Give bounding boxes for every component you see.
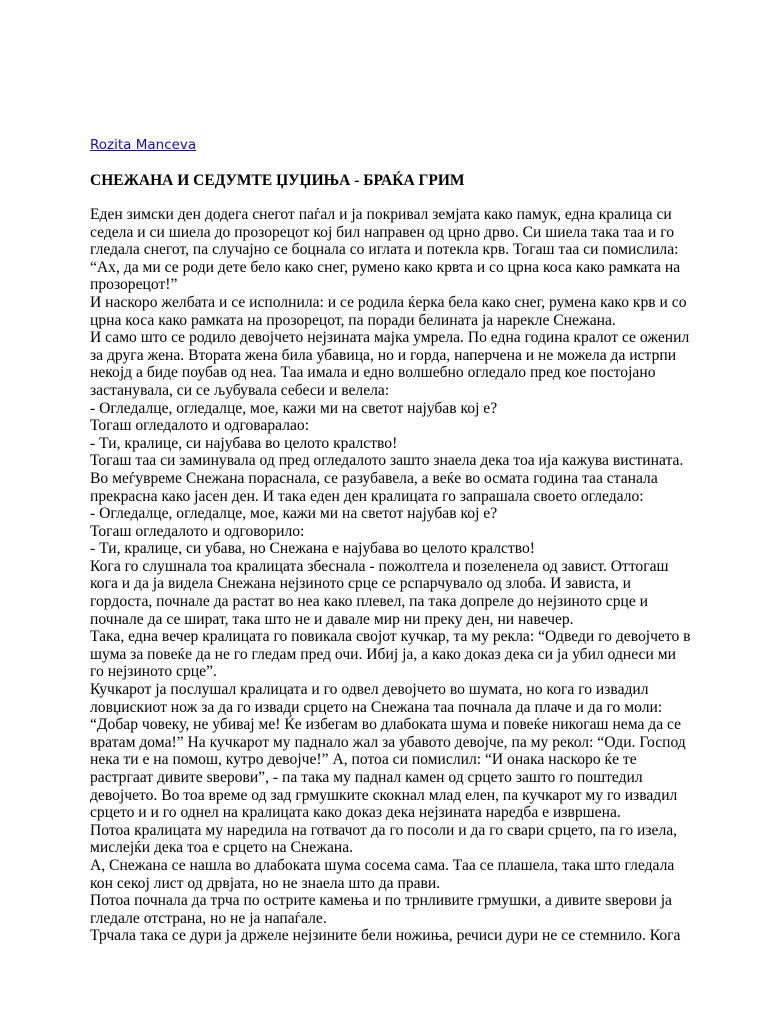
- story-line: Потоа почнала да трча по острите камења и по трнливите грмушки, а дивите ѕверови ја: [90, 892, 672, 910]
- story-line: - Ти, кралице, си најубава во целото кралство!: [90, 434, 398, 452]
- story-line: Тогаш огледалото и одговаралао:: [90, 417, 310, 435]
- story-line: Така, една вечер кралицата го повикала својот кучкар, та му рекла: “Одведи го девојчето в: [90, 628, 691, 646]
- document-page: [90, 136, 690, 945]
- story-line: прекрасна како јасен ден. И така еден ден кралицата го запрашала своето огледало:: [90, 487, 644, 505]
- story-line: “Ах, да ми се роди дете бело како снег, румено како крвта и со црна коса како рамката на: [90, 258, 681, 276]
- story-line: за друга жена. Втората жена била убавица, но и горда, наперчена и не можела да истрпи: [90, 346, 677, 364]
- story-line: ловџискиот нож за да го извади срцето на Снежана таа почнала да плаче и да го моли:: [90, 698, 663, 716]
- story-line: А, Снежана се нашла во длабоката шума сосема сама. Таа се плашела, така што гледала: [90, 856, 675, 874]
- story-line: го нејзиното срце”.: [90, 663, 217, 681]
- story-line: прозорецот!”: [90, 276, 178, 294]
- story-title: СНЕЖАНА И СЕДУМТЕ ЏУЏИЊА - БРАЌА ГРИМ: [90, 172, 465, 189]
- story-line: кон секој лист од дрвјата, но не знаела што да прави.: [90, 874, 441, 892]
- story-line: Потоа кралицата му наредила на готвачот да го посоли и да го свари срцето, па го изела,: [90, 821, 678, 839]
- story-line: - Ти, кралице, си убава, но Снежана е најубава во целото кралство!: [90, 540, 535, 558]
- story-line: И наскоро желбата и се исполнила: и се родила ќерка бела како снег, румена како крв и со: [90, 293, 687, 311]
- story-line: Еден зимски ден додега снегот паѓал и ја покривал земјата како памук, една кралица си: [90, 206, 672, 223]
- story-line: Кога го слушнала тоа кралицата збеснала - пожолтела и позеленела од завист. Оттогаш: [90, 557, 669, 575]
- story-line: Трчала така се дури ја држеле нејзините бели ножиња, речиси дури не се стемнило. Кога: [90, 927, 681, 945]
- story-line: гледале отстрана, но не ја напаѓале.: [90, 909, 327, 927]
- story-line: - Огледалце, огледалце, мое, кажи ми на светот најубав кој е?: [90, 399, 498, 417]
- story-line: црна коса како рамката на прозорецот, па поради белината ја нарекле Снежана.: [90, 311, 616, 329]
- story-line: мислејќи дека тоа е срцето на Снежана.: [90, 839, 354, 857]
- story-line: шума за повеќе да не го гледам пред очи. Ибиј ја, а како доказ дека си ја убил однеси ми: [90, 645, 676, 663]
- story-line: Тогаш огледалото и одговорило:: [90, 522, 305, 540]
- story-line: Тогаш таа си заминувала од пред огледалото зашто знаела дека тоа ија кажува вистината.: [90, 452, 684, 470]
- story-line: Во меѓувреме Снежана пораснала, се разубавела, а веќе во осмата година таа станала: [90, 469, 658, 487]
- story-line: нека ти е на помош, кутро девојче!” А, потоа си помислил: “И онака наскоро ќе те: [90, 751, 637, 769]
- story-line: седела и си шиела до прозорецот кој бил направен од црно дрво. Си шиела така таа и го: [90, 223, 675, 241]
- story-body: [90, 206, 690, 945]
- story-line: гордоста, почнале да растат во неа како плевел, па така допреле до нејзиното срце и: [90, 593, 649, 611]
- story-line: Кучкарот ја послушал кралицата и го одвел девојчето во шумата, но кога го извадил: [90, 681, 649, 699]
- story-line: растргаат дивите ѕверови”, - па така му паднал камен од срцето зашто го поштедил: [90, 769, 643, 786]
- story-line: почнале да се шират, така што не и давале мир ни преку ден, ни навечер.: [90, 610, 574, 628]
- story-line: некојд а биде поубав од неа. Таа имала и едно волшебно огледало пред кое постојано: [90, 364, 656, 382]
- story-line: девојчето. Во тоа време од зад грмушките скокнал млад елен, па кучкарот му го извадил: [90, 786, 678, 804]
- author-link[interactable]: Rozita Manceva: [90, 137, 197, 153]
- story-line: вратам дома!” На кучкарот му паднало жал за убавото девојче, па му рекол: “Оди. Господ: [90, 733, 686, 751]
- story-line: гледала снегот, па случајно се боцнала со иглата и потекла крв. Тогаш таа си помислила:: [90, 241, 679, 259]
- story-line: - Огледалце, огледалце, мое, кажи ми на светот најубав кој е?: [90, 505, 498, 523]
- story-line: срцето и и го однел на кралицата како доказ дека нејзината наредба е извршена.: [90, 804, 621, 822]
- story-line: застанувала, си се љубувала себеси и велела:: [90, 381, 390, 399]
- story-line: кога и да ја видела Снежана нејзиното срце се рспарчувало од злоба. И зависта, и: [90, 575, 632, 593]
- story-line: “Добар човеку, не убивај ме! Ќе избегам во длабоката шума и повеќе никогаш нема да се: [90, 716, 682, 734]
- story-line: И само што се родило девојчето нејзината мајка умрела. По една година кралот се оженил: [90, 329, 690, 347]
